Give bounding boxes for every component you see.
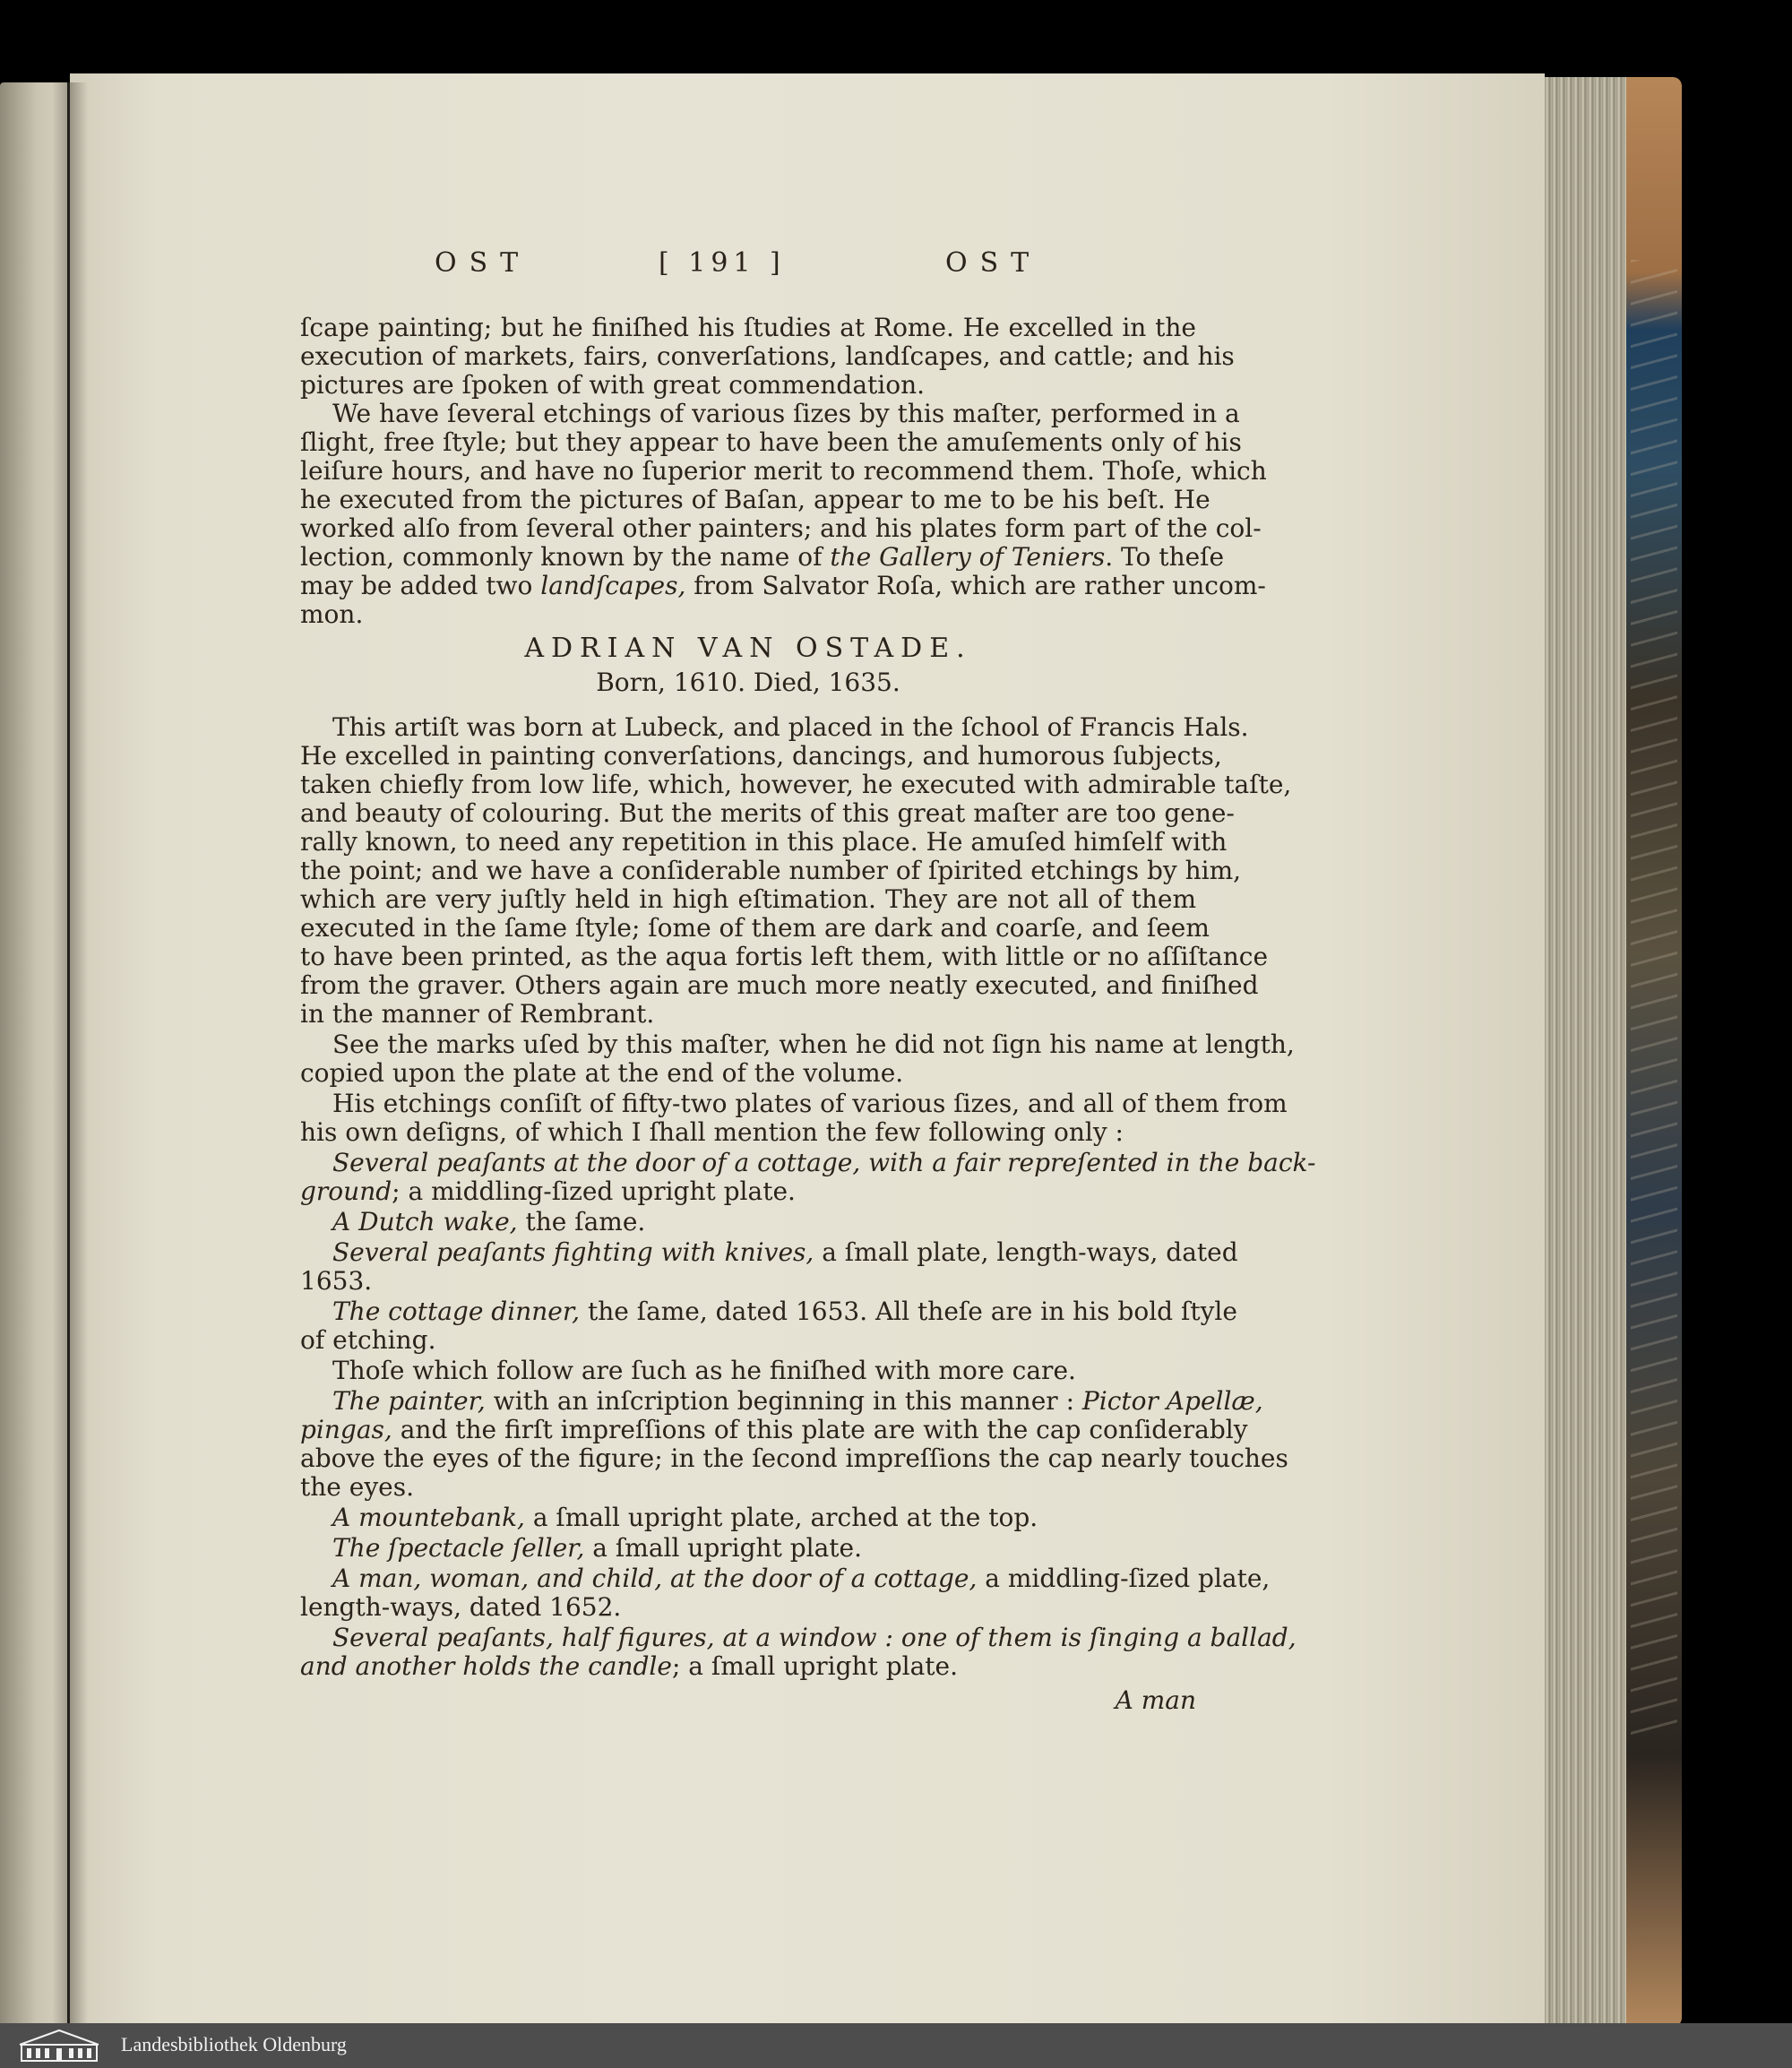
body-line: worked alſo from ſeveral other painters; and his plates form part of the col- (300, 513, 1262, 543)
body-text: a ſmall upright plate. (584, 1533, 863, 1563)
entry-line: his own deſigns, of which I ſhall mention the few following only : (300, 1117, 1124, 1147)
list-item: Several peaſants at the door of a cottage, with a fair repreſented in the back- (332, 1148, 1316, 1177)
list-item (332, 1208, 1196, 1236)
page-gutter (52, 82, 88, 2031)
body-text: ; a ſmall upright plate. (671, 1651, 958, 1681)
entry-line: from the graver. Others again are much more neatly executed, and finiſhed (300, 970, 1259, 1000)
body-line: execution of markets, fairs, converſations, landſcapes, and cattle; and his (300, 341, 1235, 371)
italic-text: Several peaſants fighting with knives, (332, 1237, 814, 1267)
running-head-left: OST (435, 247, 531, 279)
body-text: the ſame. (517, 1207, 646, 1236)
list-item: above the eyes of the figure; in the ſecond impreſſions the cap nearly touches (300, 1443, 1288, 1473)
italic-text: A mountebank, (332, 1503, 525, 1532)
list-item (332, 1386, 1263, 1416)
body-text: lection, commonly known by the name of (300, 542, 831, 572)
body-line: We have ſeveral etchings of various ſizes by this maſter, performed in a (332, 399, 1240, 428)
body-text: may be added two (300, 571, 541, 600)
italic-title: the Gallery of Teniers (830, 542, 1106, 572)
entry-line: copied upon the plate at the end of the volume. (300, 1058, 904, 1088)
italic-text: ground (300, 1176, 392, 1206)
entry-line: Thoſe which follow are ſuch as he finiſhed with more care. (332, 1356, 1076, 1385)
list-item: 1653. (300, 1266, 373, 1296)
body-text: the ſame, dated 1653. All theſe are in his bold ſtyle (580, 1297, 1237, 1326)
entry-line: This artiſt was born at Lubeck, and placed in the ſchool of Francis Hals. (332, 712, 1249, 742)
list-item (332, 1564, 1271, 1593)
italic-text: and another holds the candle (300, 1651, 672, 1681)
list-item (332, 1534, 1196, 1563)
body-line-mixed (300, 571, 1266, 600)
running-head-right: OST (945, 247, 1042, 279)
entry-line: His etchings conſiſt of fifty-two plates of various ſizes, and all of them from (332, 1089, 1288, 1118)
entry-line: the point; and we have a conſiderable number of ſpirited etchings by him, (300, 856, 1242, 885)
italic-text: A man, woman, and child, at the door of a cottage, (332, 1564, 978, 1593)
list-item (300, 1177, 1196, 1206)
list-item (332, 1297, 1237, 1326)
list-item: the eyes. (300, 1472, 414, 1502)
italic-text: The cottage dinner, (332, 1297, 581, 1326)
italic-text: The ſpectacle ſeller, (332, 1533, 585, 1563)
list-item (332, 1504, 1196, 1532)
body-line: mon. (300, 599, 364, 629)
entry-line: and beauty of colouring. But the merits of this great maſter are too gene- (300, 798, 1235, 828)
italic-text: landſcapes, (540, 571, 686, 600)
italic-text: The painter, (332, 1386, 486, 1416)
list-item (300, 1415, 1248, 1444)
entry-line: to have been printed, as the aqua fortis left them, with little or no aſſiſtance (300, 942, 1269, 971)
list-item: of etching. (300, 1325, 436, 1355)
italic-text: Pictor Apellæ, (1081, 1386, 1263, 1416)
body-text: a ſmall upright plate, arched at the top. (524, 1503, 1038, 1532)
entry-line: which are very juſtly held in high eſtimation. They are not all of them (300, 884, 1196, 914)
text-block (300, 0, 1316, 2068)
marbled-pattern (1631, 260, 1677, 1738)
body-line: ſcape painting; but he finiſhed his ſtudies at Rome. He excelled in the (300, 313, 1196, 342)
body-line: leiſure hours, and have no ſuperior merit to recommend them. Thoſe, which (300, 456, 1267, 486)
body-text: with an inſcription beginning in this manner : (485, 1386, 1082, 1416)
entry-line: See the marks uſed by this maſter, when he did not ſign his name at length, (332, 1030, 1295, 1059)
list-item (300, 1652, 1196, 1681)
page-block-edges (1545, 77, 1627, 2027)
italic-text: A Dutch wake, (332, 1207, 518, 1236)
body-line: he executed from the pictures of Baſan, appear to me to be his beſt. He (300, 485, 1210, 514)
body-text: and the firſt impreſſions of this plate are with the cap conſiderably (392, 1415, 1248, 1444)
entry-dates: Born, 1610. Died, 1635. (596, 668, 900, 697)
entry-line: rally known, to need any repetition in this place. He amuſed himſelf with (300, 827, 1228, 857)
body-text: a ſmall plate, length-ways, dated (814, 1237, 1238, 1267)
italic-text: pingas, (300, 1415, 392, 1444)
page-number: [ 191 ] (659, 247, 786, 279)
entry-line: executed in the ſame ſtyle; ſome of them are dark and coarſe, and ſeem (300, 913, 1210, 943)
library-name: Landesbibliothek Oldenburg (121, 2033, 347, 2055)
body-text: . To theſe (1105, 542, 1225, 572)
entry-title: ADRIAN VAN OSTADE. (524, 633, 972, 664)
body-line-mixed (300, 542, 1225, 572)
catchword: A man (1115, 1685, 1196, 1715)
body-text: a middling-ſized plate, (977, 1564, 1271, 1593)
body-line: pictures are ſpoken of with great commendation. (300, 370, 926, 400)
list-item (332, 1237, 1238, 1267)
entry-line: in the manner of Rembrant. (300, 999, 655, 1029)
list-item: Several peaſants, half figures, at a window : one of them is ſinging a ballad, (332, 1623, 1297, 1652)
body-text: from Salvator Roſa, which are rather uncom- (685, 571, 1266, 600)
body-line: ſlight, free ſtyle; but they appear to have been the amuſements only of his (300, 427, 1242, 457)
list-item: length-ways, dated 1652. (300, 1592, 622, 1622)
entry-line: taken chiefly from low life, which, however, he executed with admirable taſte, (300, 770, 1292, 799)
entry-line: He excelled in painting converſations, dancings, and humorous ſubjects, (300, 741, 1222, 771)
body-text: ; a middling-ſized upright plate. (392, 1176, 796, 1206)
library-building-logo (14, 2027, 104, 2064)
